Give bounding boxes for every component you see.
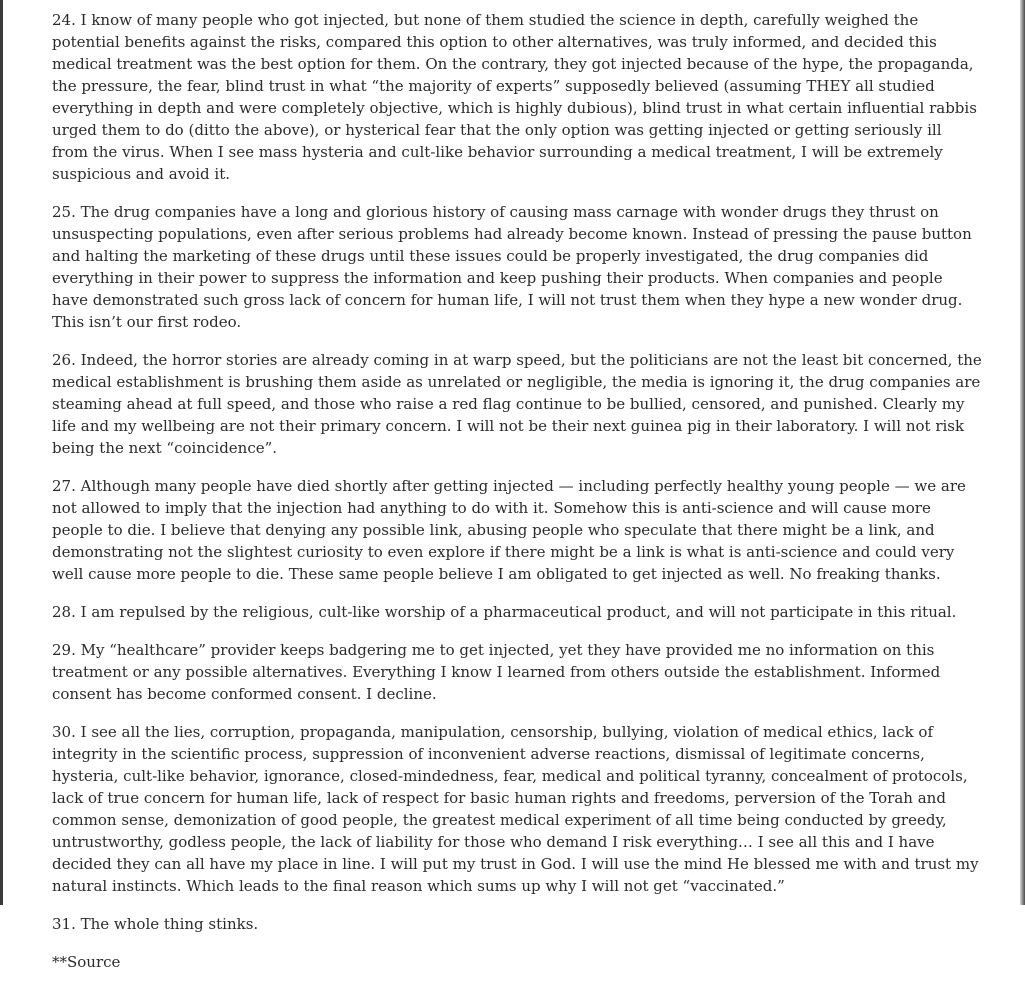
paragraph-29: 29. My “healthcare” provider keeps badgering me to get injected, yet they have provided me no information on this treatment or any possible alternatives. Everything I know I learned from others outside the establishment. Informed consent has become conformed consent. I decline. [52, 641, 941, 703]
source-link[interactable]: **Source [52, 953, 121, 971]
paragraph-27: 27. Although many people have died shortly after getting injected — including perfectly healthy young people — we are not allowed to imply that the injection had anything to do with it. Somehow this is anti-science and will cause more people to die. I believe that denying any possible link, abusing people who speculate that there might be a link, and demonstrating not the slightest curiosity to even explore if there might be a link is what is anti-science and could very well cause more people to die. These same people believe I am obligated to get injected as well. No freaking thanks. [52, 477, 966, 583]
article-body [52, 9, 982, 989]
paragraph-31: 31. The whole thing stinks. [52, 915, 259, 933]
paragraph-24: 24. I know of many people who got injected, but none of them studied the science in depth, carefully weighed the potential benefits against the risks, compared this option to other alternatives, was truly informed, and decided this medical treatment was the best option for them. On the contrary, they got injected because of the hype, the propaganda, the pressure, the fear, blind trust in what “the majority of experts” supposedly believed (assuming THEY all studied everything in depth and were completely objective, which is highly dubious), blind trust in what certain influential rabbis urged them to do (ditto the above), or hysterical fear that the only option was getting injected or getting seriously ill from the virus. When I see mass hysteria and cult-like behavior surrounding a medical treatment, I will be extremely suspicious and avoid it. [52, 11, 977, 183]
paragraph-30: 30. I see all the lies, corruption, propaganda, manipulation, censorship, bullying, violation of medical ethics, lack of integrity in the scientific process, suppression of inconvenient adverse reactions, dismissal of legitimate concerns, hysteria, cult-like behavior, ignorance, closed-mindedness, fear, medical and political tyranny, concealment of protocols, lack of true concern for human life, lack of respect for basic human rights and freedoms, perversion of the Torah and common sense, demonization of good people, the greatest medical experiment of all time being conducted by greedy, untrustworthy, godless people, the lack of liability for those who demand I risk everything… I see all this and I have decided they can all have my place in line. I will put my trust in God. I will use the mind He blessed me with and trust my natural instincts. Which leads to the final reason which sums up why I will not get “vaccinated.” [52, 723, 979, 895]
paragraph-28: 28. I am repulsed by the religious, cult-like worship of a pharmaceutical product, and will not participate in this ritual. [52, 603, 957, 621]
window-right-edge [1020, 0, 1025, 905]
window-left-edge [0, 0, 3, 905]
paragraph-26: 26. Indeed, the horror stories are already coming in at warp speed, but the politicians are not the least bit concerned, the medical establishment is brushing them aside as unrelated or negligible, the media is ignoring it, the drug companies are steaming ahead at full speed, and those who raise a red flag continue to be bullied, censored, and punished. Clearly my life and my wellbeing are not their primary concern. I will not be their next guinea pig in their laboratory. I will not risk being the next “coincidence”. [52, 351, 982, 457]
paragraph-25: 25. The drug companies have a long and glorious history of causing mass carnage with wonder drugs they thrust on unsuspecting populations, even after serious problems had already become known. Instead of pressing the pause button and halting the marketing of these drugs until these issues could be properly investigated, the drug companies did everything in their power to suppress the information and keep pushing their products. When companies and people have demonstrated such gross lack of concern for human life, I will not trust them when they hype a new wonder drug. This isn’t our first rodeo. [52, 203, 972, 331]
